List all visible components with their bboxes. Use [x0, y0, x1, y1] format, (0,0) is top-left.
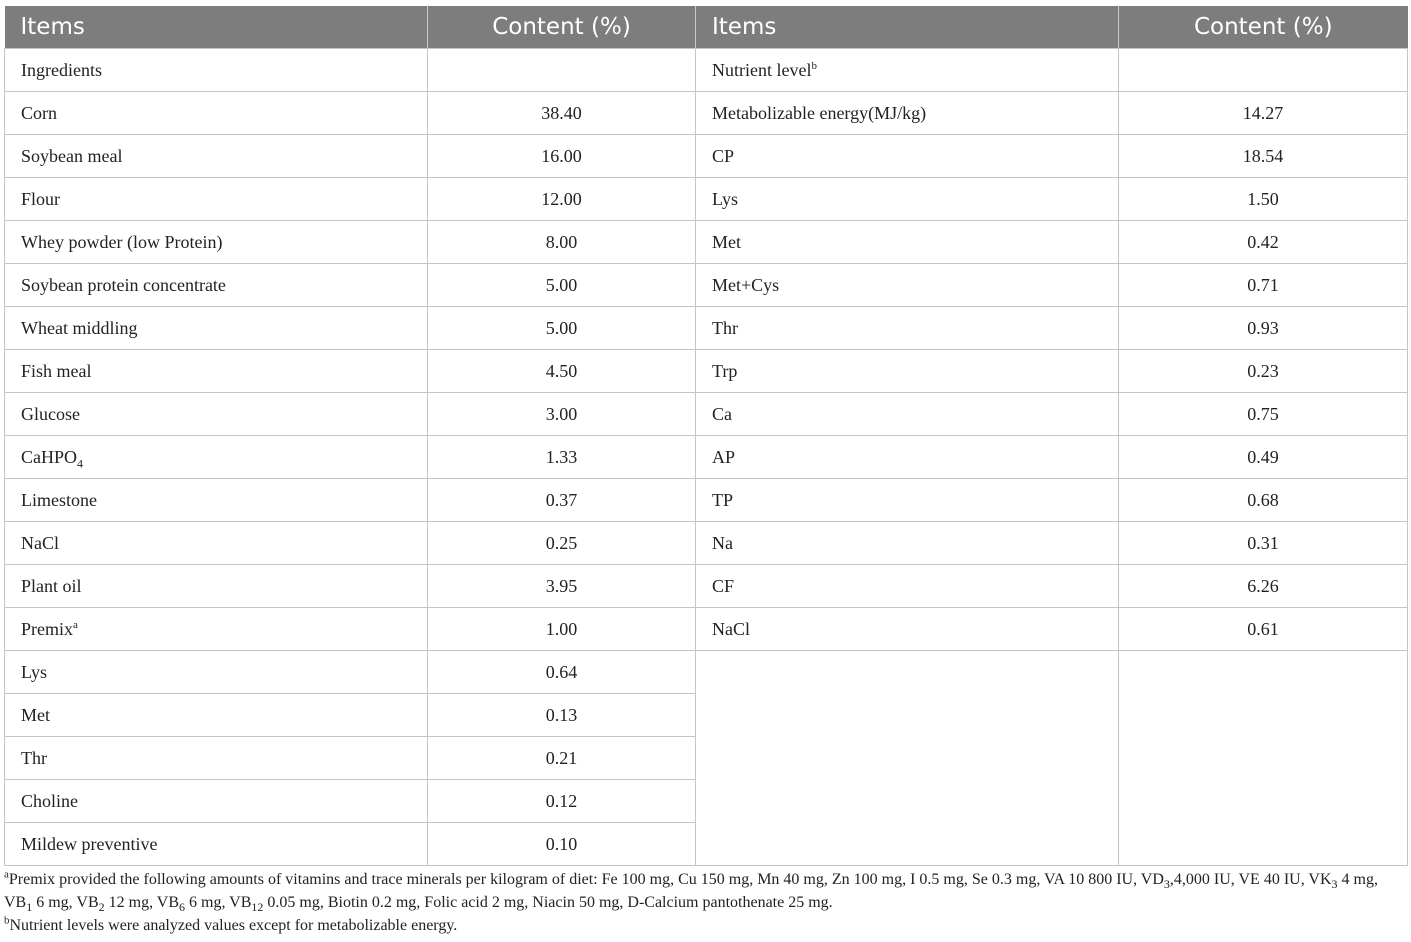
row-value: 0.68: [1119, 479, 1408, 522]
row-value: 1.00: [428, 608, 696, 651]
diet-composition-table-container: [4, 6, 1407, 866]
table-body: [5, 49, 1408, 866]
row-value: 1.33: [428, 436, 696, 479]
row-value: 0.64: [428, 651, 696, 694]
table-row: [5, 264, 1408, 307]
row-label: Fish meal: [5, 350, 428, 393]
table-row: [5, 178, 1408, 221]
row-value: 0.23: [1119, 350, 1408, 393]
table-header: [5, 6, 1408, 49]
empty-cell: [696, 737, 1119, 780]
row-value: [1119, 49, 1408, 92]
row-label: Wheat middling: [5, 307, 428, 350]
footnote-a: $^a$Premix provided the following amounts of vitamins and trace minerals per kilogram of diet: Fe 100 mg, Cu 150 mg, Mn 40 mg, Zn 100 mg, I 0.5 mg, Se 0.3 mg, VA 10 800 IU, $VD_3,4,000$ IU, VE 40 IU, $VK_3$ 4 mg, $VB_1$ 6 mg, $VB_2$ 12 mg, $VB_6$ 6 mg, $VB_{12}$ 0.05 mg, Biotin 0.2 mg, Folic acid 2 mg, Niacin 50 mg, D-Calcium pantothenate 25 mg.: [4, 868, 1378, 915]
header-content-right: Content (%): [1119, 6, 1408, 49]
empty-cell: [1119, 780, 1408, 823]
empty-cell: [1119, 694, 1408, 737]
empty-cell: [696, 694, 1119, 737]
row-label: Ca: [696, 393, 1119, 436]
empty-cell: [696, 651, 1119, 694]
row-label: Thr: [696, 307, 1119, 350]
row-value: 38.40: [428, 92, 696, 135]
row-value: 0.10: [428, 823, 696, 866]
row-value: 0.75: [1119, 393, 1408, 436]
row-label: AP: [696, 436, 1119, 479]
footnote-b: $^b$Nutrient levels were analyzed values except for metabolizable energy.: [4, 914, 458, 934]
row-label: CaHPO$_4$: [5, 436, 428, 479]
row-value: 6.26: [1119, 565, 1408, 608]
table-row: [5, 393, 1408, 436]
table-row: [5, 479, 1408, 522]
row-value: 5.00: [428, 307, 696, 350]
footnote-mark: b: [811, 59, 817, 72]
row-label: Premix$^a$: [5, 608, 428, 651]
row-label: Whey powder (low Protein): [5, 221, 428, 264]
header-items-left: Items: [5, 6, 428, 49]
row-value: 0.61: [1119, 608, 1408, 651]
row-label: Glucose: [5, 393, 428, 436]
diet-composition-table: [4, 6, 1408, 866]
row-label: Mildew preventive: [5, 823, 428, 866]
row-value: 8.00: [428, 221, 696, 264]
row-label: Met+Cys: [696, 264, 1119, 307]
header-items-right: Items: [696, 6, 1119, 49]
row-value: 0.21: [428, 737, 696, 780]
row-value: 16.00: [428, 135, 696, 178]
table-row: [5, 565, 1408, 608]
subscript-mark: 4: [77, 456, 84, 471]
row-label: Metabolizable energy(MJ/kg): [696, 92, 1119, 135]
row-label: Soybean meal: [5, 135, 428, 178]
table-row: [5, 49, 1408, 92]
row-label: Choline: [5, 780, 428, 823]
row-label: Thr: [5, 737, 428, 780]
row-label: Lys: [5, 651, 428, 694]
row-value: 0.42: [1119, 221, 1408, 264]
row-label: Lys: [696, 178, 1119, 221]
row-label: Ingredients: [5, 49, 428, 92]
row-label: Trp: [696, 350, 1119, 393]
row-value: 0.31: [1119, 522, 1408, 565]
row-value: 0.13: [428, 694, 696, 737]
row-value: 14.27: [1119, 92, 1408, 135]
table-row: [5, 307, 1408, 350]
table-footnotes: [4, 868, 1407, 937]
table-row: [5, 350, 1408, 393]
row-label: Nutrient level$^b$: [696, 49, 1119, 92]
table-row: [5, 823, 1408, 866]
row-value: 4.50: [428, 350, 696, 393]
row-label: Flour: [5, 178, 428, 221]
empty-cell: [1119, 823, 1408, 866]
header-content-left: Content (%): [428, 6, 696, 49]
row-label: TP: [696, 479, 1119, 522]
table-row: [5, 436, 1408, 479]
row-value: 3.00: [428, 393, 696, 436]
row-value: 0.12: [428, 780, 696, 823]
table-row: [5, 694, 1408, 737]
row-value: 0.37: [428, 479, 696, 522]
row-label: Soybean protein concentrate: [5, 264, 428, 307]
row-label: Na: [696, 522, 1119, 565]
table-row: [5, 780, 1408, 823]
row-value: 0.25: [428, 522, 696, 565]
table-row: [5, 221, 1408, 264]
table-row: [5, 92, 1408, 135]
table-row: [5, 608, 1408, 651]
row-value: 0.93: [1119, 307, 1408, 350]
row-value: 0.49: [1119, 436, 1408, 479]
row-value: 0.71: [1119, 264, 1408, 307]
row-label: Plant oil: [5, 565, 428, 608]
empty-cell: [696, 823, 1119, 866]
table-row: [5, 522, 1408, 565]
row-value: 18.54: [1119, 135, 1408, 178]
row-value: 3.95: [428, 565, 696, 608]
empty-cell: [1119, 651, 1408, 694]
row-label: NaCl: [5, 522, 428, 565]
row-value: 5.00: [428, 264, 696, 307]
row-value: [428, 49, 696, 92]
row-label: CF: [696, 565, 1119, 608]
table-row: [5, 737, 1408, 780]
row-value: 12.00: [428, 178, 696, 221]
table-row: [5, 651, 1408, 694]
empty-cell: [696, 780, 1119, 823]
row-label: Corn: [5, 92, 428, 135]
table-row: [5, 135, 1408, 178]
row-value: 1.50: [1119, 178, 1408, 221]
footnote-mark: a: [73, 618, 78, 631]
row-label: NaCl: [696, 608, 1119, 651]
row-label: Met: [696, 221, 1119, 264]
row-label: CP: [696, 135, 1119, 178]
empty-cell: [1119, 737, 1408, 780]
row-label: Limestone: [5, 479, 428, 522]
row-label: Met: [5, 694, 428, 737]
